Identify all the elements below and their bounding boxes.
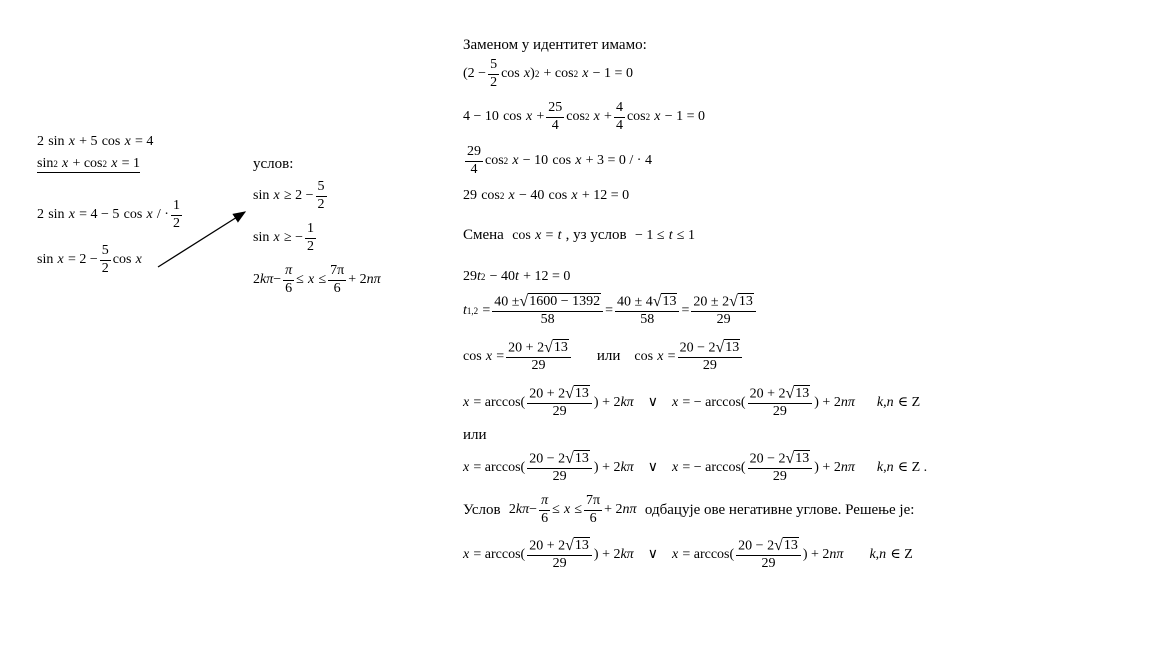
right-line2: 4 − 10 cos x + $\frac{25}{4}$ cos 2 x + $\frac{4}{4}$ cos 2 x − 1 = 0 xyxy=(463,100,705,133)
left-eq3: 2 sin x = 4 − 5 cos x / · $\frac{1}{2}$ xyxy=(37,198,180,231)
condition-line2: sin x ≥ − $\frac{1}{2}$ xyxy=(253,221,315,254)
right-line3: $\frac{29}{4}$ cos 2 x − 10 cos x + 3 = 0 / · 4 xyxy=(467,144,652,177)
right-cos-solutions: cos x = 20 + 2 √ 13 29 или cos x = 20 − 2 √ 13 29 xyxy=(463,339,744,374)
right-arccos-1: x = arccos( 20 + 2 √ 13 29 ) + 2 kπ ∨ x = − arccos( 20 + 2 √ 13 29 ) + 2 nπ k , n ∈ Z xyxy=(463,384,921,420)
condition-line1: sin x ≥ 2 − $\frac{5}{2}$ xyxy=(253,179,325,212)
right-line4: 29 cos 2 x − 40 cos x + 12 = 0 xyxy=(463,188,630,203)
left-eq4: sin x = 2 − $\frac{5}{2}$ cos x xyxy=(37,243,142,276)
left-eq1: 2 sin x + 5 cos x = 4 xyxy=(37,134,154,149)
right-quadratic: 29 t 2 − 40 t + 12 = 0 xyxy=(463,269,571,284)
right-intro: Заменом у идентитет имамо: xyxy=(463,37,647,53)
left-eq2: sin 2 x + cos 2 x = 1 xyxy=(37,156,140,171)
right-final-solution: x = arccos( 20 + 2 √ 13 29 ) + 2 kπ ∨ x = arccos( 20 − 2 √ 13 29 ) + 2 nπ k , n ∈ Z xyxy=(463,536,913,572)
right-arccos-2: x = arccos( 20 − 2 √ 13 29 ) + 2 kπ ∨ x = − arccos( 20 − 2 √ 13 29 ) + 2 nπ k , n ∈ Z . xyxy=(463,449,928,485)
right-line1: (2 − $\frac{5}{2}$ cos x ) 2 + cos 2 x − 1 = 0 xyxy=(463,57,633,90)
right-substitution: Смена cos x = t , уз услов − 1 ≤ t ≤ 1 xyxy=(463,227,695,243)
condition-line3: 2 kπ − $\frac{\pi}{6}$ ≤ x ≤ $\frac{7\pi}{6}$ + 2 nπ xyxy=(253,263,381,296)
condition-heading: услов: xyxy=(253,156,294,172)
right-ili: или xyxy=(463,427,487,443)
right-uslov: Услов 2 kπ − $\frac{\pi}{6}$ ≤ x ≤ $\frac{7\pi}{6}$ + 2 nπ одбацује ове негативне углове. Решење је: xyxy=(463,493,915,526)
right-roots: t 1,2 = 40 ± √ 1600 − 1392 58 = 40 ± 4 √ 13 58 = 20 ± 2 √ 13 29 xyxy=(463,293,758,328)
